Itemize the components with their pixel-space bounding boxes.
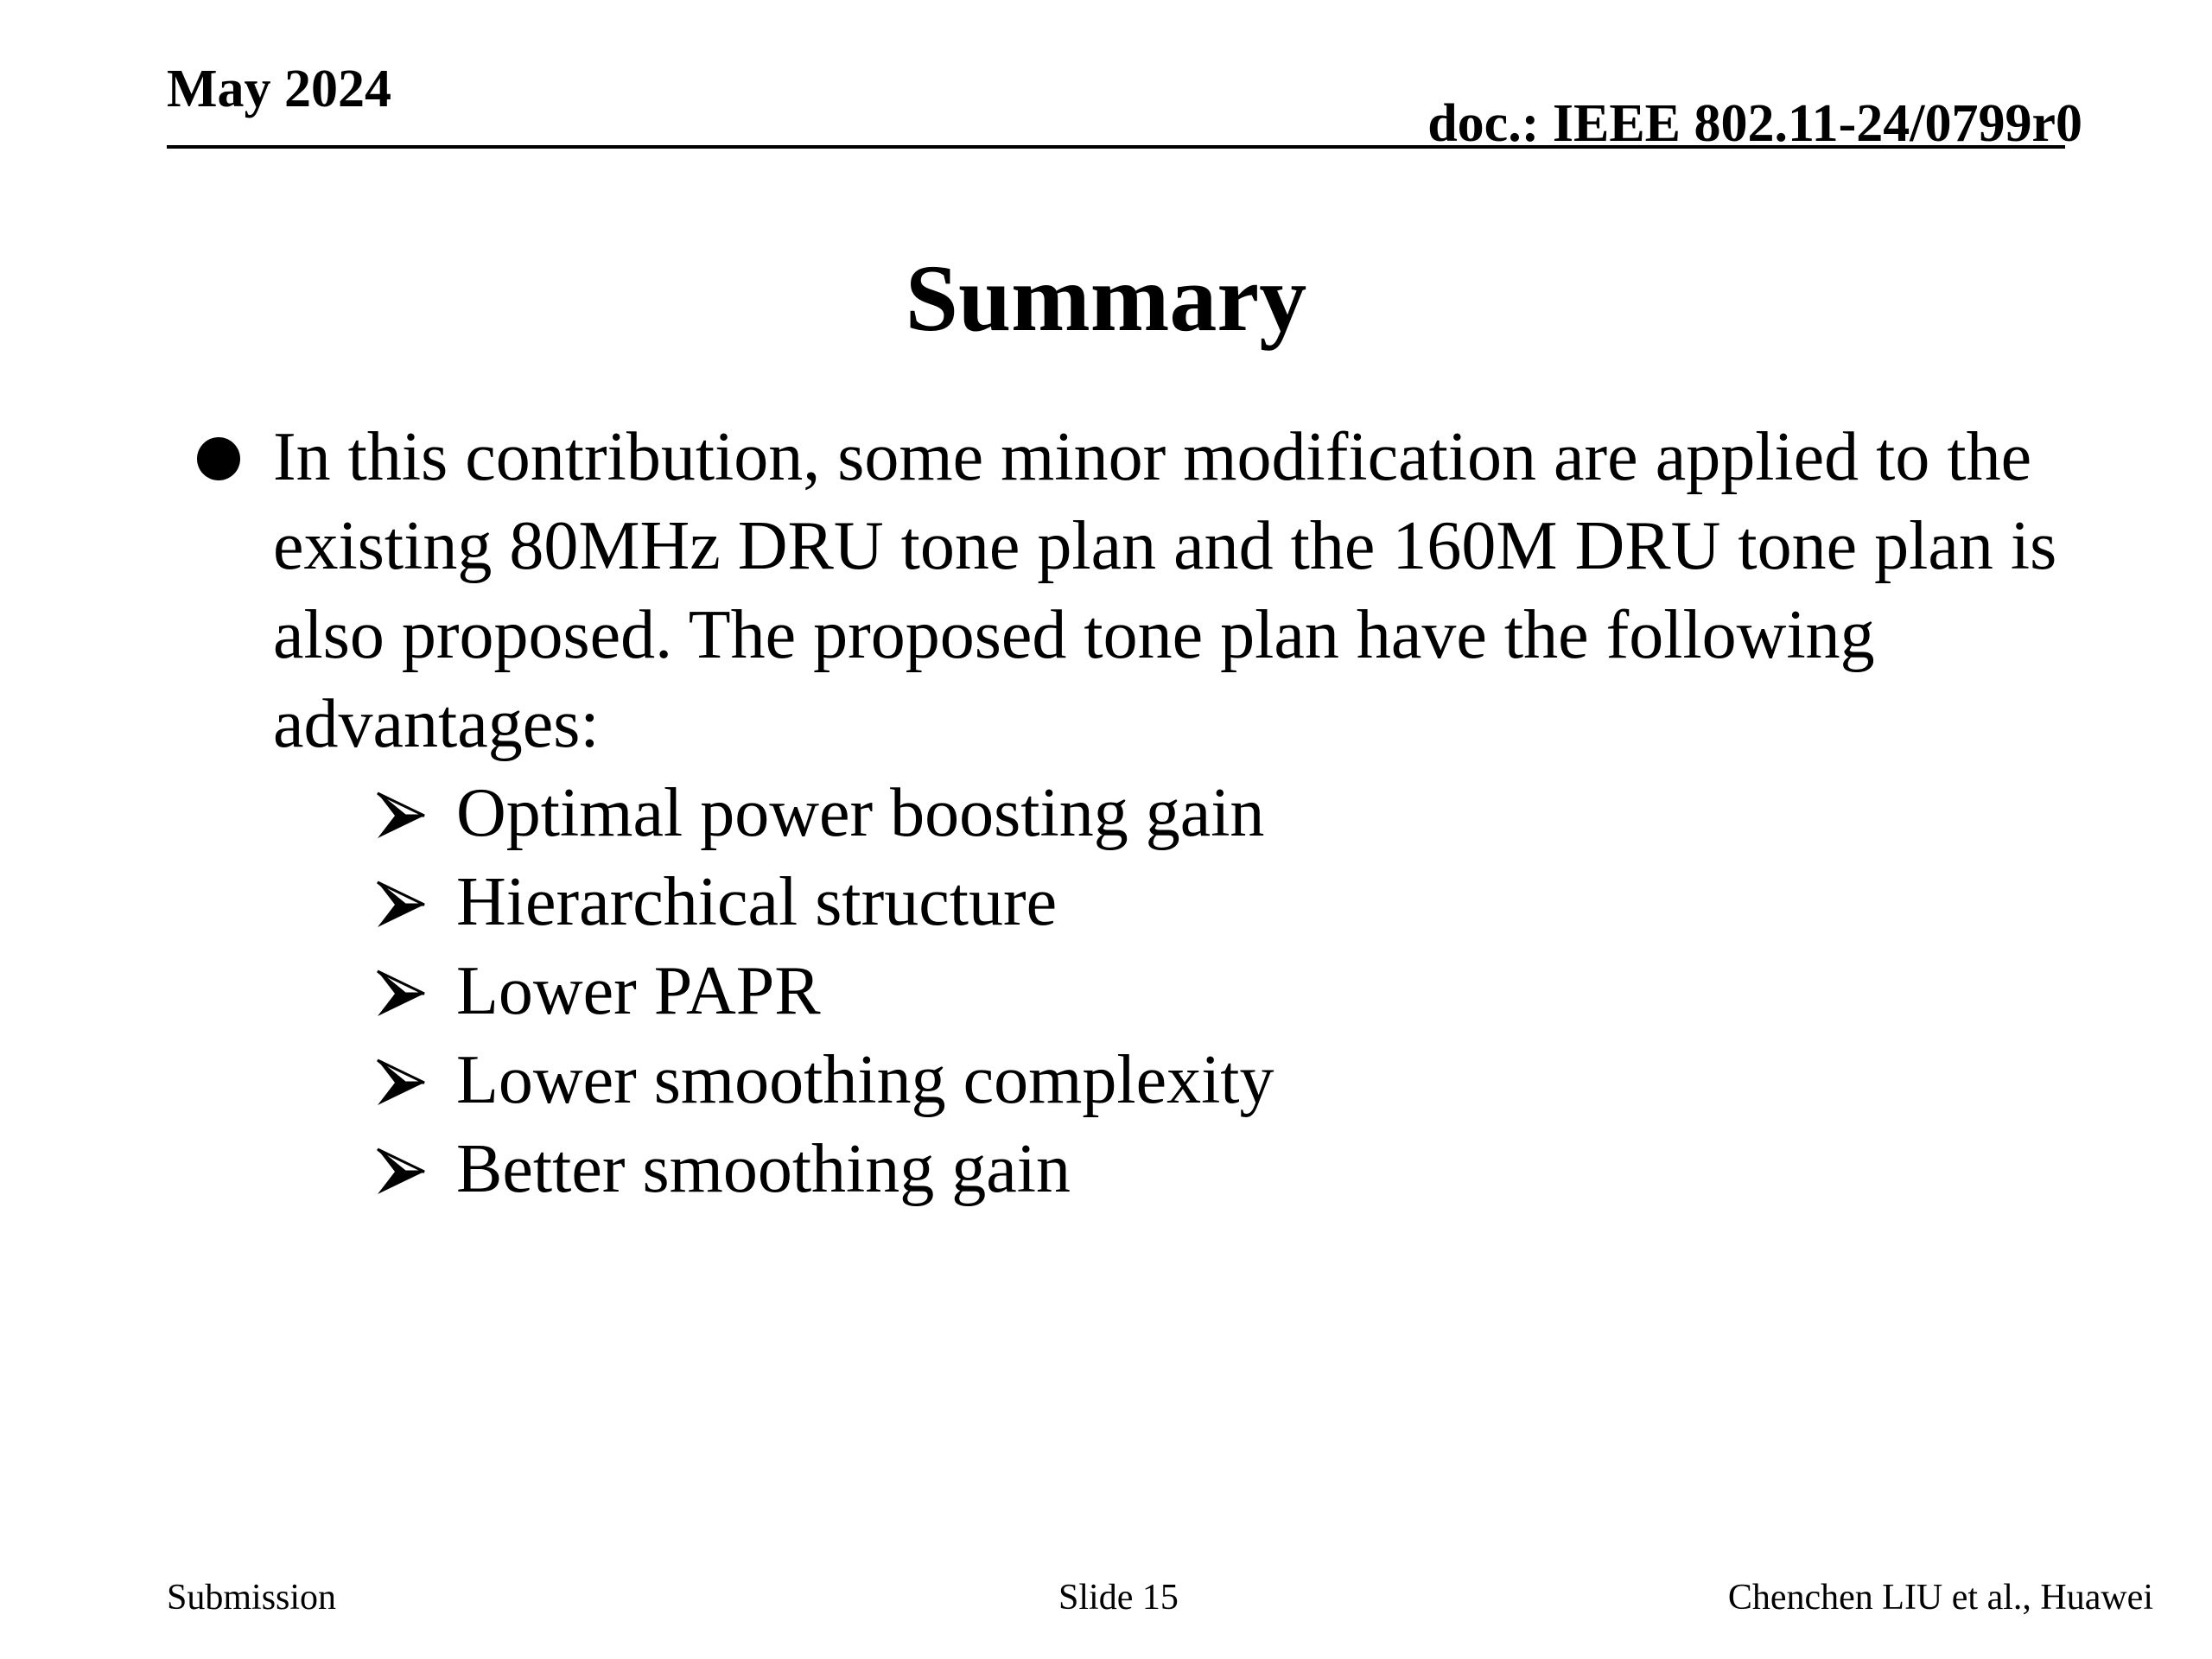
list-item xyxy=(376,947,2108,1036)
header-date: May 2024 xyxy=(167,60,392,118)
header-divider xyxy=(167,145,2065,149)
header-doc-id: doc.: IEEE 802.11-24/0799r0 xyxy=(1427,94,2082,153)
footer-author: Chenchen LIU et al., Huawei xyxy=(1727,1578,2153,1618)
arrowhead-bullet-icon xyxy=(376,969,426,1018)
advantage-text: Hierarchical structure xyxy=(456,864,1058,940)
slide-title: Summary xyxy=(905,245,1307,351)
list-item xyxy=(376,1036,2108,1125)
advantages-list xyxy=(190,769,2108,1214)
arrowhead-bullet-icon xyxy=(376,791,426,840)
footer-submission: Submission xyxy=(167,1578,337,1618)
filled-circle-bullet-icon xyxy=(197,437,240,480)
advantage-text: Lower PAPR xyxy=(456,953,821,1029)
summary-bullet xyxy=(190,413,2108,769)
arrowhead-bullet-icon xyxy=(376,1058,426,1107)
arrowhead-bullet-icon xyxy=(376,1147,426,1196)
list-item xyxy=(376,1125,2108,1214)
advantage-text: Optimal power boosting gain xyxy=(456,775,1265,851)
advantage-text: Lower smoothing complexity xyxy=(456,1042,1274,1118)
advantage-text: Better smoothing gain xyxy=(456,1131,1071,1207)
slide-content xyxy=(190,413,2108,1214)
list-item xyxy=(376,858,2108,947)
list-item xyxy=(376,769,2108,858)
footer-slide-number: Slide 15 xyxy=(1058,1578,1179,1618)
arrowhead-bullet-icon xyxy=(376,880,426,929)
summary-bullet-text: In this contribution, some minor modification are applied to the existing 80MHz DRU tone plan and the 160M DRU tone plan is also proposed. The proposed tone plan have the following advantages: xyxy=(273,419,2057,762)
